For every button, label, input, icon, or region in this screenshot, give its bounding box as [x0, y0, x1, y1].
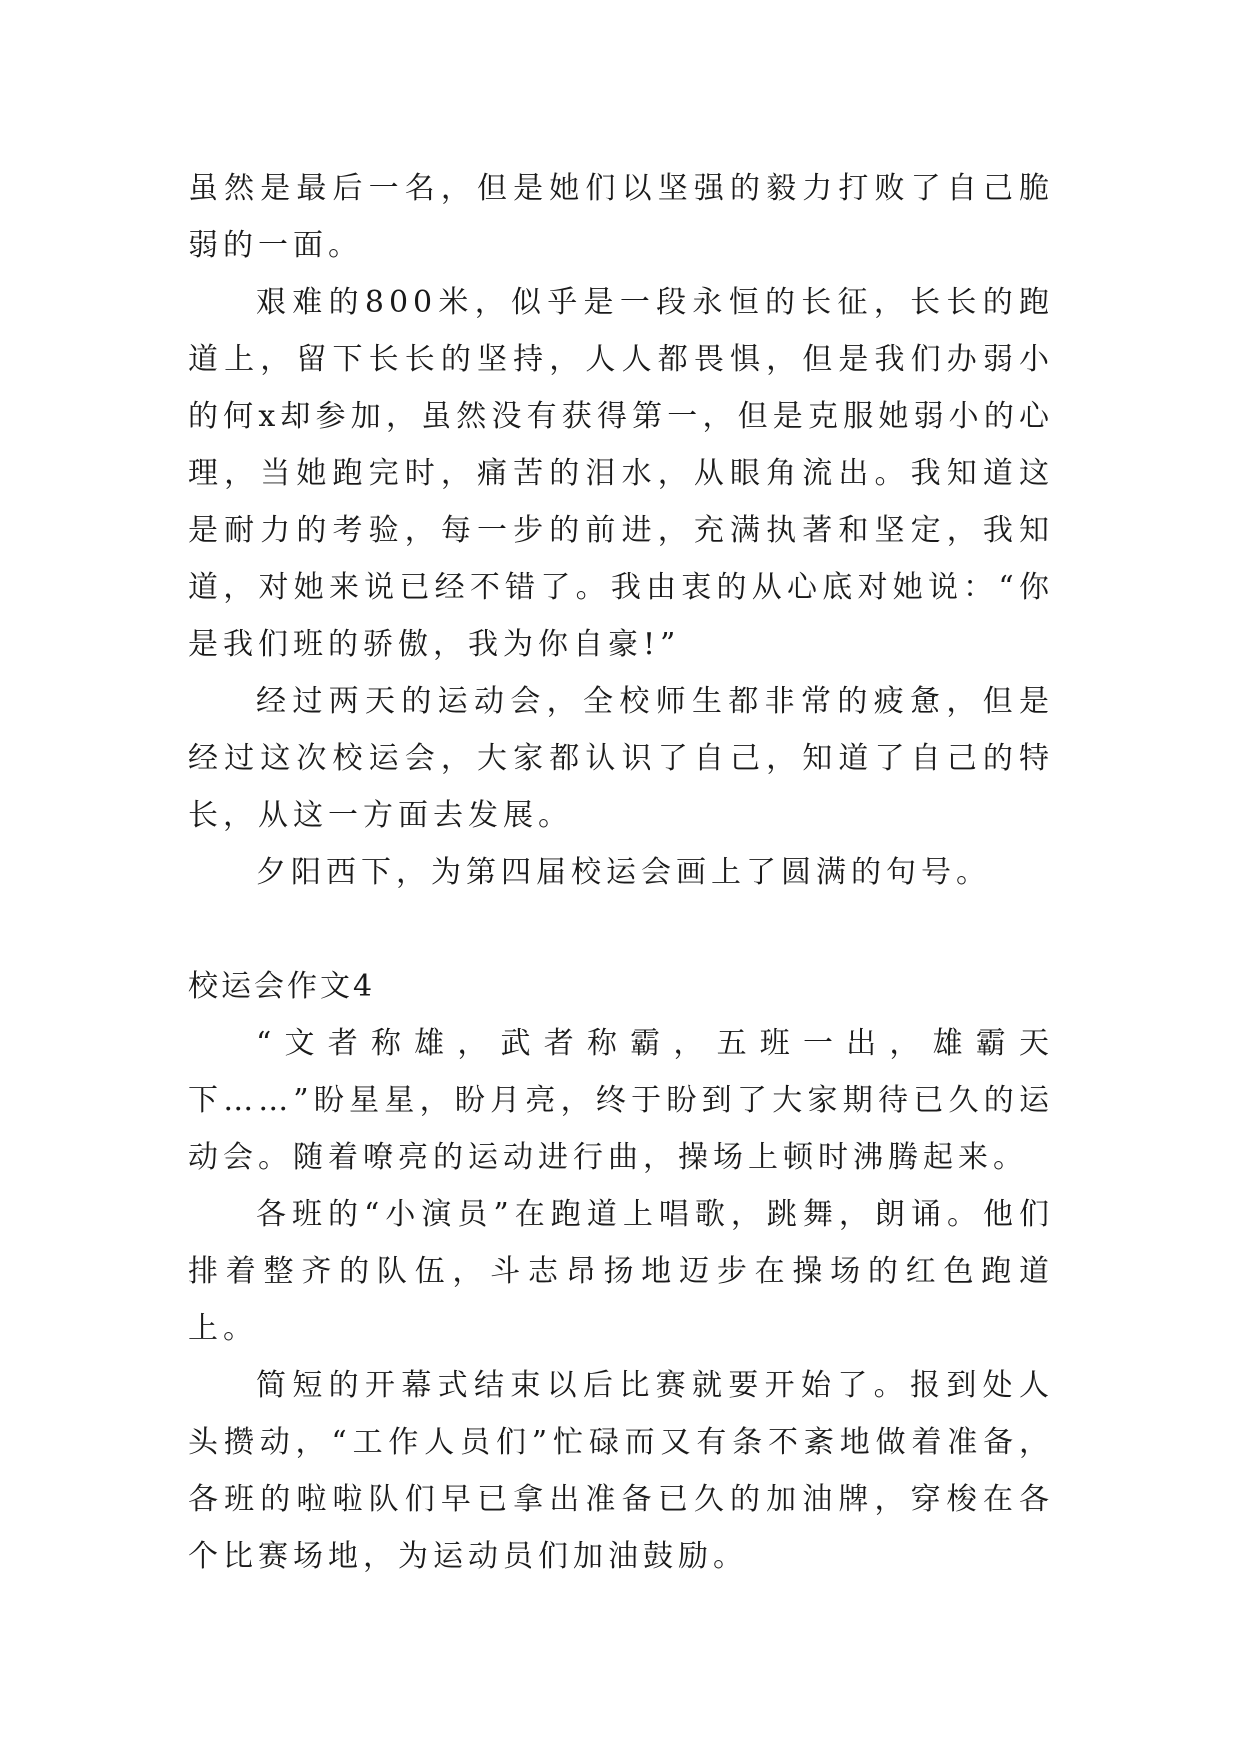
section-title: 校运会作文4 — [188, 969, 376, 1004]
paragraph-continuation: 虽然是最后一名，但是她们以坚强的毅力打败了自己脆弱的一面。 — [188, 171, 1054, 263]
paragraph-800m: 艰难的800米，似乎是一段永恒的长征，长长的跑道上，留下长长的坚持，人人都畏惧，但是我们办弱小的何x却参加，虽然没有获得第一，但是克服她弱小的心理，当她跑完时，痛苦的泪水，从眼角流出。我知道这是耐力的考验，每一步的前进，充满执著和坚定，我知道，对她来说已经不错了。我由衷的从心底对她说：“你是我们班的骄傲，我为你自豪!” — [188, 285, 1054, 662]
paragraph-performers: 各班的“小演员”在跑道上唱歌，跳舞，朗诵。他们排着整齐的队伍，斗志昂扬地迈步在操场的红色跑道上。 — [188, 1197, 1054, 1346]
document-body — [188, 160, 1054, 1585]
paragraph-competition-start: 简短的开幕式结束以后比赛就要开始了。报到处人头攒动，“工作人员们”忙碌而又有条不紊地做着准备，各班的啦啦队们早已拿出准备已久的加油牌，穿梭在各个比赛场地，为运动员们加油鼓励。 — [188, 1368, 1054, 1574]
paragraph-two-days: 经过两天的运动会，全校师生都非常的疲惫，但是经过这次校运会，大家都认识了自己，知道了自己的特长，从这一方面去发展。 — [188, 684, 1054, 833]
paragraph-opening: “文者称雄，武者称霸，五班一出，雄霸天下……”盼星星，盼月亮，终于盼到了大家期待已久的运动会。随着嘹亮的运动进行曲，操场上顿时沸腾起来。 — [188, 1026, 1054, 1175]
paragraph-sunset: 夕阳西下，为第四届校运会画上了圆满的句号。 — [256, 855, 991, 890]
